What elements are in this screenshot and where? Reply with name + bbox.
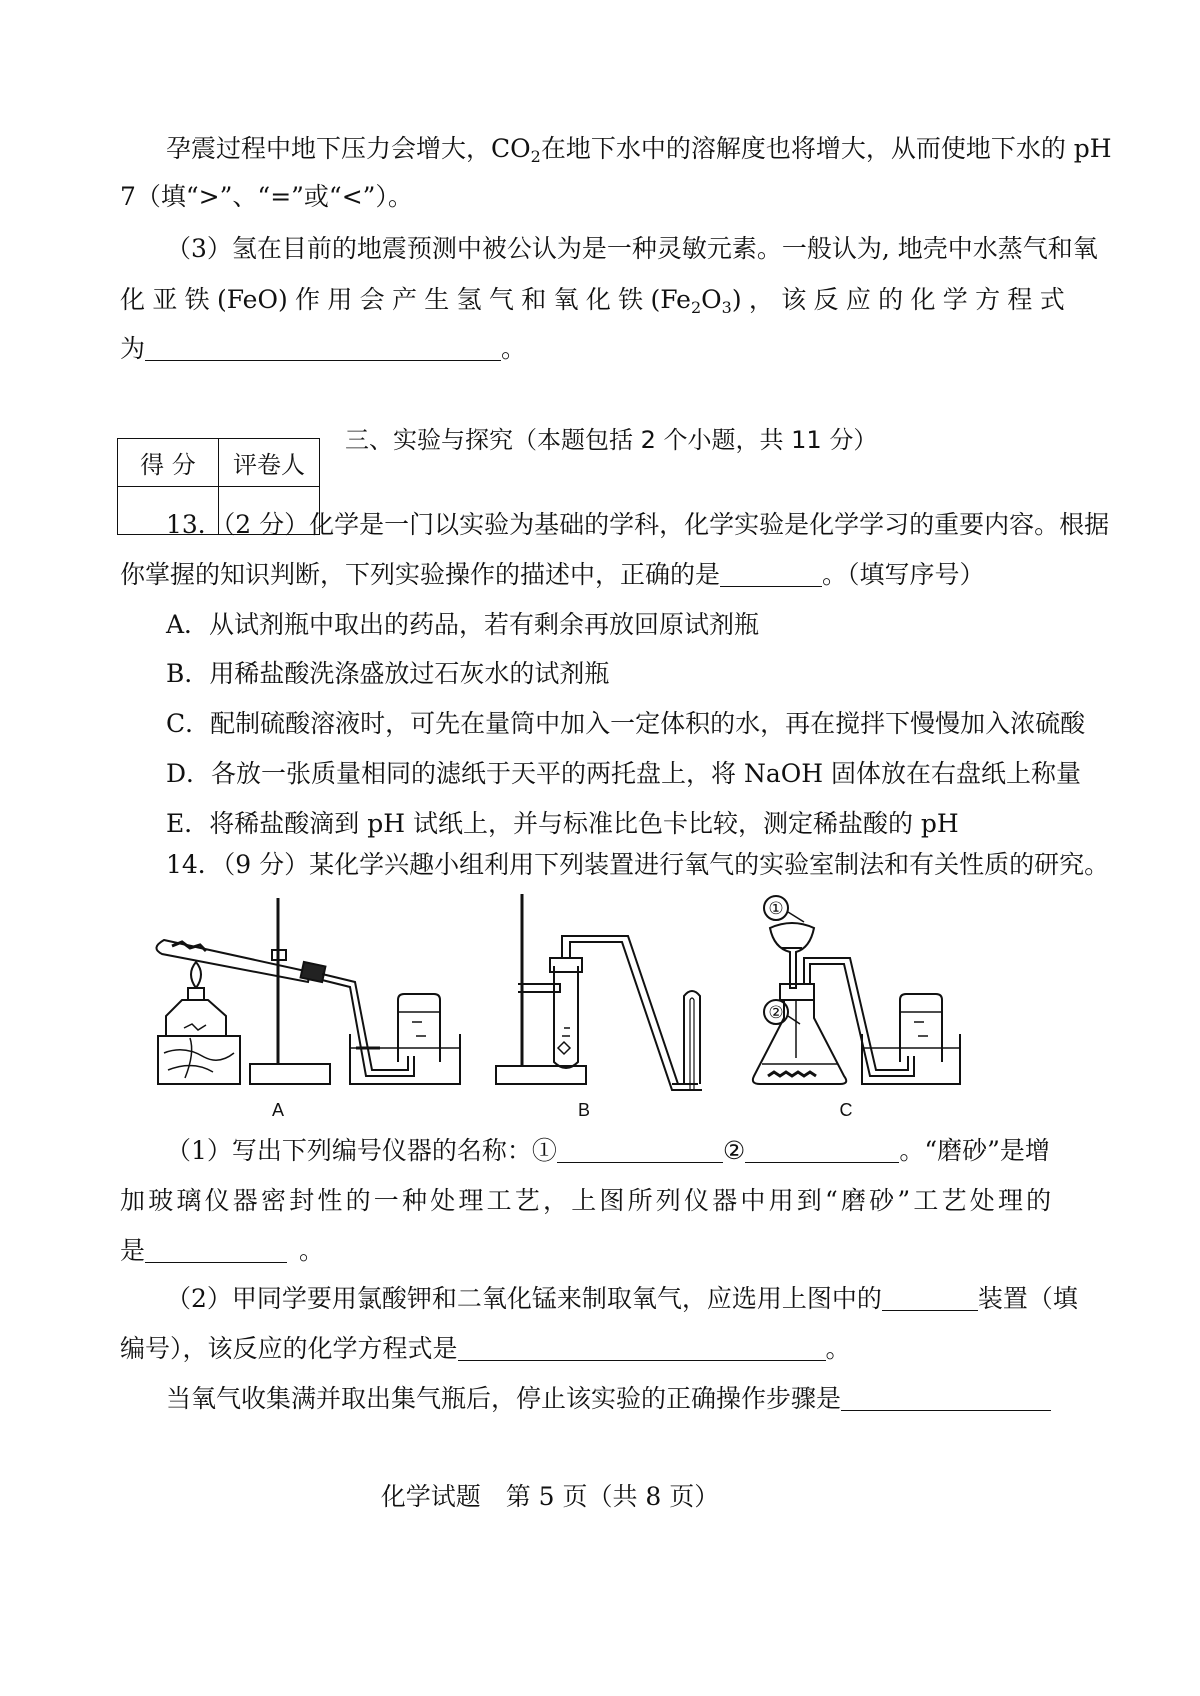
- q13-stem-line2: 你掌握的知识判断，下列实验操作的描述中，正确的是 。（填写序号）: [120, 560, 985, 589]
- page-footer: 化学试题 第 5 页（共 8 页）: [380, 1482, 720, 1511]
- apparatus-a: [156, 898, 460, 1084]
- text-fragment: 会: [359, 285, 385, 314]
- text-fragment: 亚: [152, 285, 178, 314]
- stop-steps-blank[interactable]: [841, 1388, 1051, 1411]
- q12-p3-line2: [120, 285, 1065, 317]
- equation-answer-blank[interactable]: [145, 338, 501, 361]
- text-fragment: 产: [391, 285, 417, 314]
- section-title: 三、实验与探究（本题包括 2 个小题，共 11 分）: [345, 426, 878, 454]
- score-header: 得 分: [118, 439, 219, 487]
- text-fragment: 式: [1039, 285, 1065, 314]
- apparatus-c: [753, 896, 960, 1084]
- q14-p2-line3: 当氧气收集满并取出集气瓶后，停止该实验的正确操作步骤是: [166, 1386, 1051, 1411]
- mark-1: ①: [768, 899, 784, 918]
- text-fragment: 化: [120, 285, 146, 314]
- q13-option-a: A．从试剂瓶中取出的药品，若有剩余再放回原试剂瓶: [166, 610, 760, 639]
- apparatus-b: [496, 894, 702, 1090]
- q13-option-d: D．各放一张质量相同的滤纸于天平的两托盘上，将 NaOH 固体放在右盘纸上称量: [166, 759, 1082, 788]
- text-fragment: (FeO): [216, 285, 288, 314]
- text-fragment: 化: [585, 285, 611, 314]
- text-fragment: 铁: [618, 285, 644, 314]
- q12-p3-line3: 为 。: [120, 334, 527, 363]
- label-b: B: [577, 1100, 591, 1120]
- q13-stem-line1: 13．（2 分）化学是一门以实验为基础的学科，化学实验是化学学习的重要内容。根据: [166, 510, 1110, 539]
- q14-p1-line1: （1）写出下列编号仪器的名称：① ② 。“磨砂”是增: [166, 1136, 1050, 1165]
- q13-option-e: E．将稀盐酸滴到 pH 试纸上，并与标准比色卡比较，测定稀盐酸的 pH: [166, 809, 959, 838]
- text-fragment: 用: [327, 285, 353, 314]
- q12-p2-line1: 孕震过程中地下压力会增大，$CO_2$在地下水中的溶解度也将增大，从而使地下水的 pH: [166, 134, 1112, 166]
- text-fragment: 和: [521, 285, 547, 314]
- text-fragment: 学: [942, 285, 968, 314]
- text-fragment: 方: [975, 285, 1001, 314]
- text-fragment: 作: [295, 285, 321, 314]
- text-fragment: 铁: [184, 285, 210, 314]
- ground-glass-blank[interactable]: [145, 1240, 287, 1263]
- q14-stem: 14．（9 分）某化学兴趣小组利用下列装置进行氧气的实验室制法和有关性质的研究。: [166, 850, 1110, 879]
- q14-equation-blank[interactable]: [458, 1338, 826, 1361]
- label-a: A: [271, 1100, 285, 1120]
- text-fragment: 氧: [553, 285, 579, 314]
- q12-p2-line2: 7（填“>”、“=”或“<”）。: [120, 182, 413, 211]
- apparatus-figure: [150, 888, 1000, 1128]
- instrument-2-blank[interactable]: [745, 1140, 899, 1163]
- q14-p2-line1: （2）甲同学要用氯酸钾和二氧化锰来制取氧气，应选用上图中的 装置（填: [166, 1284, 1078, 1313]
- text-fragment: 反: [813, 285, 839, 314]
- q13-answer-blank[interactable]: [720, 564, 822, 587]
- device-choice-blank[interactable]: [882, 1288, 978, 1311]
- text-fragment: 该: [781, 285, 807, 314]
- q14-p1-line2: 加玻璃仪器密封性的一种处理工艺，上图所列仪器中用到“磨砂”工艺处理的: [120, 1186, 1055, 1215]
- q12-p3-line1: （3）氢在目前的地震预测中被公认为是一种灵敏元素。一般认为, 地壳中水蒸气和氧: [166, 234, 1098, 263]
- text-fragment: 化: [910, 285, 936, 314]
- q14-p2-line2: 编号），该反应的化学方程式是 。: [120, 1334, 851, 1363]
- text-fragment: 气: [488, 285, 514, 314]
- q14-p1-line3: 是 。: [120, 1236, 325, 1265]
- fe2o3-formula: $(Fe_2O_3)$: [650, 285, 742, 317]
- q13-option-c: C．配制硫酸溶液时，可先在量筒中加入一定体积的水，再在搅拌下慢慢加入浓硫酸: [166, 709, 1086, 738]
- mark-2: ②: [768, 1003, 784, 1022]
- text-fragment: 的: [878, 285, 904, 314]
- text-fragment: 氢: [456, 285, 482, 314]
- instrument-1-blank[interactable]: [557, 1140, 723, 1163]
- text-fragment: 应: [845, 285, 871, 314]
- label-c: C: [839, 1100, 853, 1120]
- text-fragment: 生: [424, 285, 450, 314]
- q13-option-b: B．用稀盐酸洗涤盛放过石灰水的试剂瓶: [166, 659, 610, 688]
- text-fragment: ，: [748, 285, 774, 314]
- text-fragment: 程: [1007, 285, 1033, 314]
- grader-header: 评卷人: [219, 439, 320, 487]
